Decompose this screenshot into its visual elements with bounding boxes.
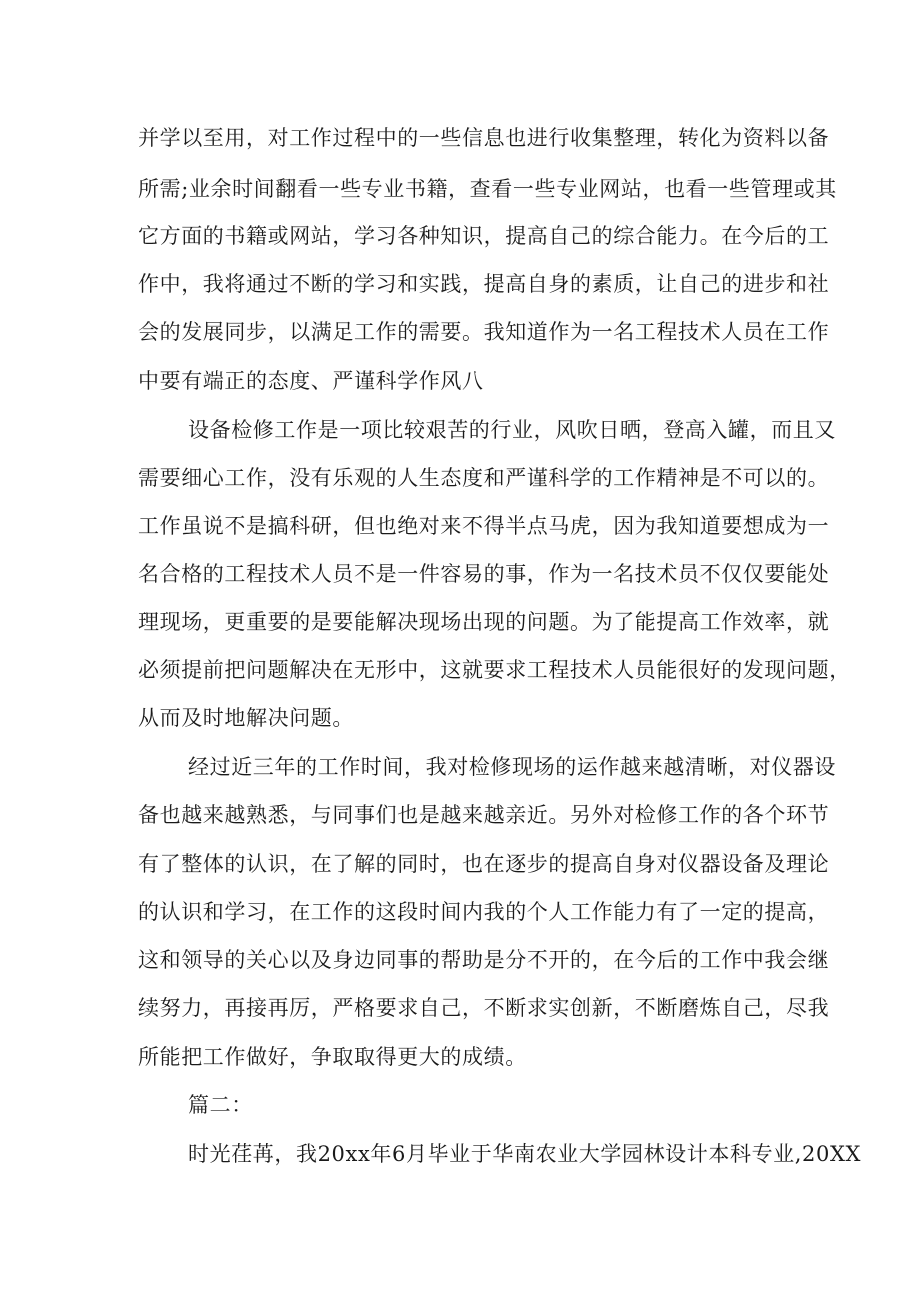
text-line: 理现场，更重要的是要能解决现场出现的问题。为了能提高工作效率，就: [138, 610, 830, 634]
text-line: 的认识和学习，在工作的这段时间内我的个人工作能力有了一定的提高，: [138, 900, 830, 924]
text-line: 名合格的工程技术人员不是一件容易的事，作为一名技术员不仅仅要能处: [138, 562, 830, 586]
text-line: 经过近三年的工作时间，我对检修现场的运作越来越清晰，对仪器设: [188, 755, 836, 779]
text-line: 必须提前把问题解决在无形中，这就要求工程技术人员能很好的发现问题，: [138, 658, 851, 682]
text-line: 时光荏苒，我20xx年6月毕业于华南农业大学园林设计本科专业,20XX: [188, 1142, 862, 1166]
section-heading: 篇二：: [188, 1093, 253, 1117]
text-line: 中要有端正的态度、严谨科学作风八: [138, 369, 484, 393]
text-line: 所需;业余时间翻看一些专业书籍，查看一些专业网站，也看一些管理或其: [138, 177, 837, 201]
text-line: 这和领导的关心以及身边同事的帮助是分不开的，在今后的工作中我会继: [138, 948, 830, 972]
text-line: 需要细心工作，没有乐观的人生态度和严谨科学的工作精神是不可以的。: [138, 466, 830, 490]
text-line: 从而及时地解决问题。: [138, 706, 354, 730]
text-line: 设备检修工作是一项比较艰苦的行业，风吹日晒，登高入罐，而且又: [188, 418, 836, 442]
text-line: 有了整体的认识，在了解的同时，也在逐步的提高自身对仪器设备及理论: [138, 852, 830, 876]
text-line: 续努力，再接再厉，严格要求自己，不断求实创新，不断磨炼自己，尽我: [138, 996, 830, 1020]
text-line: 工作虽说不是搞科研，但也绝对来不得半点马虎，因为我知道要想成为一: [138, 514, 830, 538]
text-line: 备也越来越熟悉，与同事们也是越来越亲近。另外对检修工作的各个环节: [138, 803, 830, 827]
text-line: 所能把工作做好，争取取得更大的成绩。: [138, 1045, 527, 1069]
text-line: 作中，我将通过不断的学习和实践，提高自身的素质，让自己的进步和社: [138, 272, 830, 296]
text-line: 并学以至用，对工作过程中的一些信息也进行收集整理，转化为资料以备: [138, 126, 830, 150]
text-line: 会的发展同步，以满足工作的需要。我知道作为一名工程技术人员在工作: [138, 320, 830, 344]
text-line: 它方面的书籍或网站，学习各种知识，提高自己的综合能力。在今后的工: [138, 224, 830, 248]
